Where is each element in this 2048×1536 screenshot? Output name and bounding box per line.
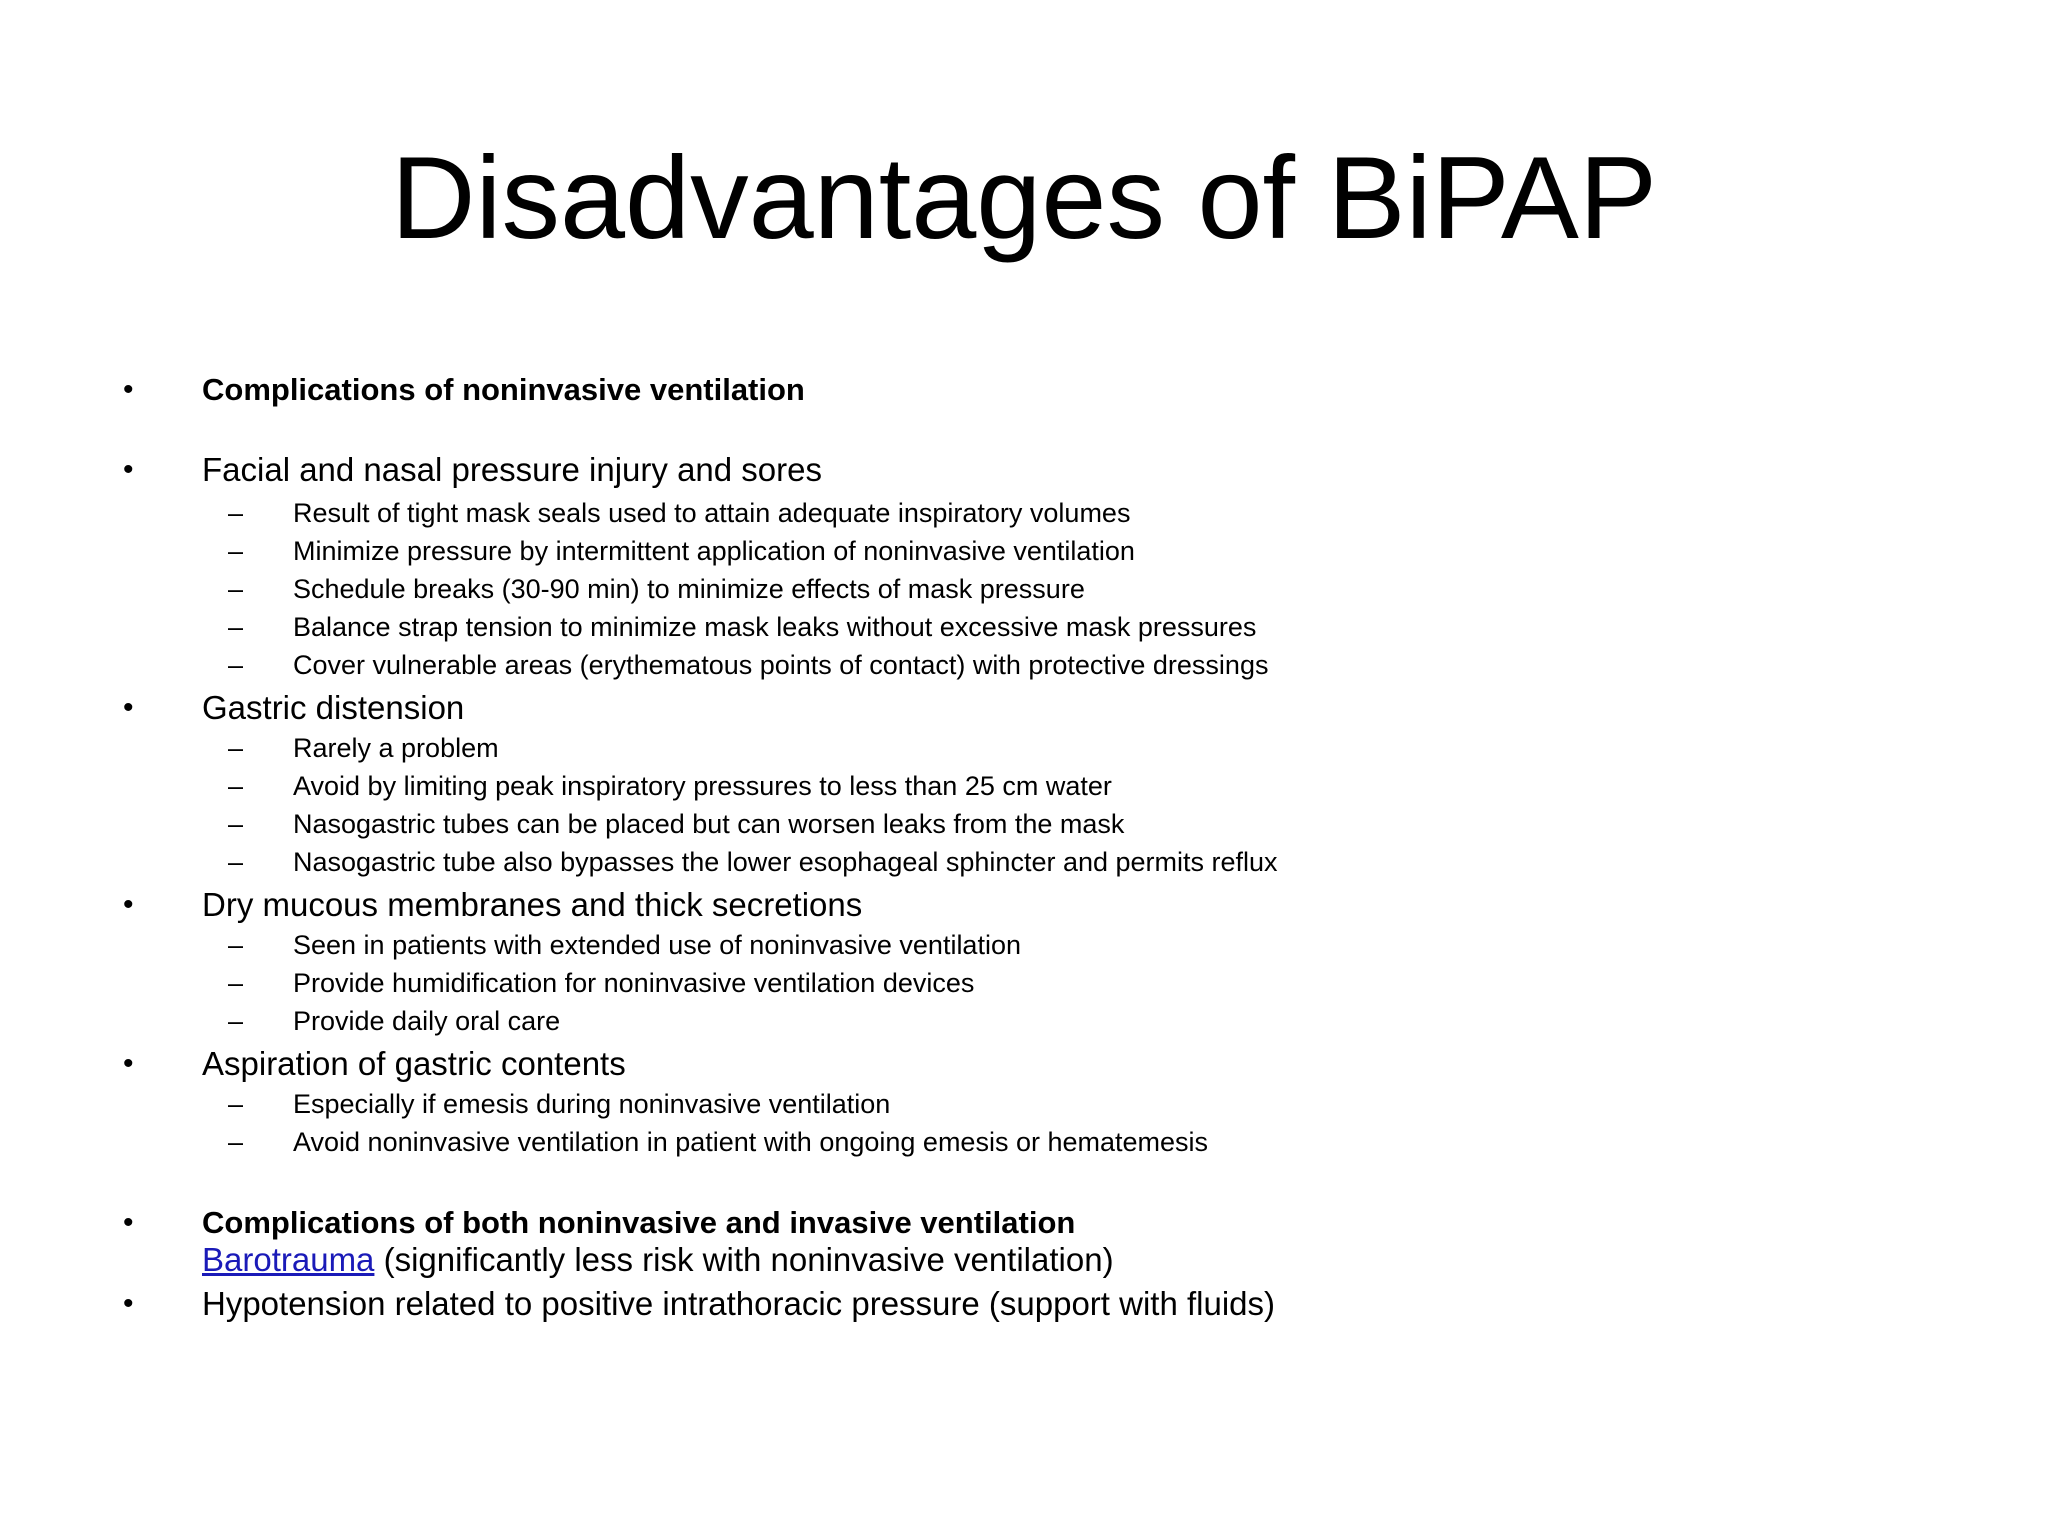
- dash-icon: –: [228, 771, 244, 801]
- dash-icon: –: [228, 536, 244, 566]
- dash-icon: –: [228, 733, 244, 763]
- sub-bullet-text: Nasogastric tubes can be placed but can worsen leaks from the mask: [293, 809, 1125, 839]
- section-heading: Complications of noninvasive ventilation: [202, 372, 805, 407]
- barotrauma-line: [202, 1240, 1114, 1280]
- dash-icon: –: [228, 847, 244, 877]
- sub-bullet-text: Schedule breaks (30-90 min) to minimize effects of mask pressure: [293, 574, 1085, 604]
- bullet-icon: •: [123, 888, 134, 921]
- bullet-icon: •: [123, 1047, 134, 1080]
- slide-title: Disadvantages of BiPAP: [390, 132, 1658, 263]
- sub-bullet-text: Avoid noninvasive ventilation in patient with ongoing emesis or hematemesis: [293, 1127, 1209, 1157]
- bullet-text: Dry mucous membranes and thick secretions: [202, 886, 863, 923]
- sub-bullet-text: Avoid by limiting peak inspiratory pressures to less than 25 cm water: [293, 771, 1112, 801]
- dash-icon: –: [228, 930, 244, 960]
- barotrauma-suffix: (significantly less risk with noninvasive ventilation): [374, 1241, 1114, 1278]
- sub-bullet-text: Rarely a problem: [293, 733, 499, 763]
- dash-icon: –: [228, 1006, 244, 1036]
- bullet-text: Gastric distension: [202, 689, 465, 726]
- dash-icon: –: [228, 612, 244, 642]
- dash-icon: –: [228, 809, 244, 839]
- dash-icon: –: [228, 1127, 244, 1157]
- dash-icon: –: [228, 968, 244, 998]
- section-heading: Complications of both noninvasive and invasive ventilation: [202, 1205, 1076, 1240]
- sub-bullet-text: Minimize pressure by intermittent application of noninvasive ventilation: [293, 536, 1135, 566]
- sub-bullet-text: Result of tight mask seals used to attain adequate inspiratory volumes: [293, 498, 1131, 528]
- dash-icon: –: [228, 650, 244, 680]
- bullet-icon: •: [123, 453, 134, 486]
- dash-icon: –: [228, 498, 244, 528]
- bullet-icon: •: [123, 1206, 134, 1239]
- sub-bullet-text: Especially if emesis during noninvasive ventilation: [293, 1089, 891, 1119]
- barotrauma-link[interactable]: Barotrauma: [202, 1241, 375, 1278]
- dash-icon: –: [228, 1089, 244, 1119]
- sub-bullet-text: Cover vulnerable areas (erythematous points of contact) with protective dressings: [293, 650, 1269, 680]
- bullet-text: Aspiration of gastric contents: [202, 1045, 626, 1082]
- sub-bullet-text: Nasogastric tube also bypasses the lower esophageal sphincter and permits reflux: [293, 847, 1278, 877]
- bullet-text: Hypotension related to positive intrathoracic pressure (support with fluids): [202, 1285, 1276, 1322]
- bullet-icon: •: [123, 1287, 134, 1320]
- sub-bullet-text: Provide humidification for noninvasive ventilation devices: [293, 968, 975, 998]
- sub-bullet-text: Seen in patients with extended use of noninvasive ventilation: [293, 930, 1021, 960]
- bullet-icon: •: [123, 373, 134, 406]
- dash-icon: –: [228, 574, 244, 604]
- sub-bullet-text: Balance strap tension to minimize mask leaks without excessive mask pressures: [293, 612, 1257, 642]
- bullet-icon: •: [123, 691, 134, 724]
- bullet-text: Facial and nasal pressure injury and sores: [202, 451, 822, 488]
- sub-bullet-text: Provide daily oral care: [293, 1006, 561, 1036]
